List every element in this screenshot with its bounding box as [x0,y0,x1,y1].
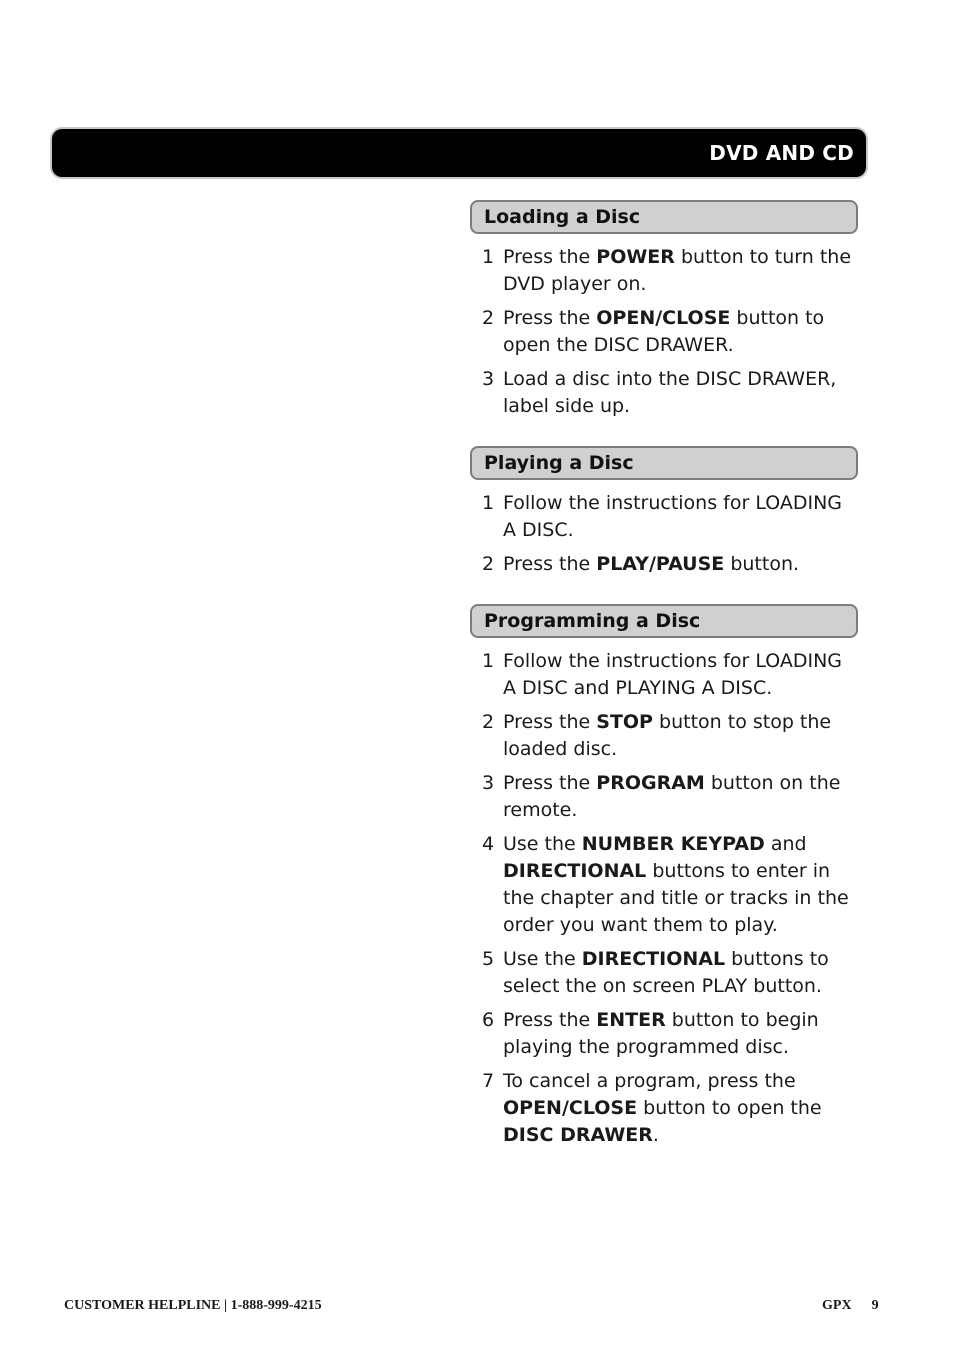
step-item [482,946,858,1000]
footer-right [822,1298,879,1314]
button-name: DIRECTIONAL [503,860,647,882]
button-name: DISC DRAWER [503,1124,653,1146]
button-name: NUMBER KEYPAD [581,833,765,855]
step-text [503,305,858,359]
step-text-run: and [764,833,807,855]
step-number: 4 [482,833,495,855]
button-name: STOP [596,711,653,733]
step-text-run: Use the [503,833,582,855]
step-list [470,244,858,420]
step-item [482,648,858,702]
step-item [482,490,858,544]
step-item [482,709,858,763]
step-text [503,1007,858,1061]
button-name: PLAY/PAUSE [596,553,725,575]
step-text [503,1068,858,1149]
section-title: DVD AND CD [709,141,854,165]
step-text-run: To cancel a program, press the [503,1070,796,1092]
page-number: 9 [871,1298,879,1313]
step-item [482,551,858,578]
step-text-run: Use the [503,948,582,970]
step-text-run: Press the [503,711,597,733]
step-text [503,709,858,763]
step-item [482,770,858,824]
step-text-run: Follow the instructions for LOADING A DISC. [503,492,843,541]
step-list [470,648,858,1149]
step-text-run: Press the [503,307,597,329]
step-text-run: buttons to enter in the chapter and title or tracks in the order you want them to play. [503,860,849,936]
step-text-run: button to open the [637,1097,822,1119]
button-name: DIRECTIONAL [581,948,726,970]
step-text-run: Press the [503,1009,597,1031]
step-text-run: button. [724,553,800,575]
section-header-bar [52,129,866,177]
step-text-run: button on the remote. [503,772,841,821]
step-number: 1 [482,650,495,672]
step-item [482,244,858,298]
step-number: 2 [482,553,495,575]
step-item [482,1068,858,1149]
step-number: 5 [482,948,495,970]
step-text-run: Press the [503,553,597,575]
step-text-run: button to stop the loaded disc. [503,711,832,760]
step-text-run: button to turn the DVD player on. [503,246,852,295]
button-name: ENTER [596,1009,666,1031]
step-text [503,366,858,420]
section-heading: Loading a Disc [470,200,858,234]
step-text-run: . [652,1124,659,1146]
step-list [470,490,858,578]
step-text-run: Press the [503,772,597,794]
button-name: POWER [596,246,675,268]
step-number: 2 [482,711,495,733]
step-item [482,305,858,359]
step-text [503,770,858,824]
brand-name: GPX [822,1298,852,1313]
step-item [482,1007,858,1061]
step-text-run: Load a disc into the DISC DRAWER, label side up. [503,368,837,417]
step-text [503,831,858,939]
instruction-section [470,200,858,420]
button-name: OPEN/CLOSE [503,1097,638,1119]
instructions-column [470,200,858,1175]
button-name: PROGRAM [596,772,705,794]
step-text [503,946,858,1000]
step-text-run: button to open the DISC DRAWER. [503,307,825,356]
step-text-run: Press the [503,246,597,268]
step-text [503,648,858,702]
step-text-run: Follow the instructions for LOADING A DISC and PLAYING A DISC. [503,650,843,699]
step-item [482,366,858,420]
customer-helpline: CUSTOMER HELPLINE | 1-888-999-4215 [64,1298,322,1313]
step-text-run: buttons to select the on screen PLAY button. [503,948,829,997]
step-number: 1 [482,492,495,514]
step-number: 3 [482,772,495,794]
step-number: 7 [482,1070,495,1092]
instruction-section [470,604,858,1149]
step-text [503,551,858,578]
step-number: 3 [482,368,495,390]
step-number: 6 [482,1009,495,1031]
section-heading: Playing a Disc [470,446,858,480]
instruction-section [470,446,858,578]
button-name: OPEN/CLOSE [596,307,731,329]
step-item [482,831,858,939]
step-text-run: button to begin playing the programmed disc. [503,1009,819,1058]
step-number: 1 [482,246,495,268]
step-text [503,244,858,298]
step-number: 2 [482,307,495,329]
section-heading: Programming a Disc [470,604,858,638]
step-text [503,490,858,544]
